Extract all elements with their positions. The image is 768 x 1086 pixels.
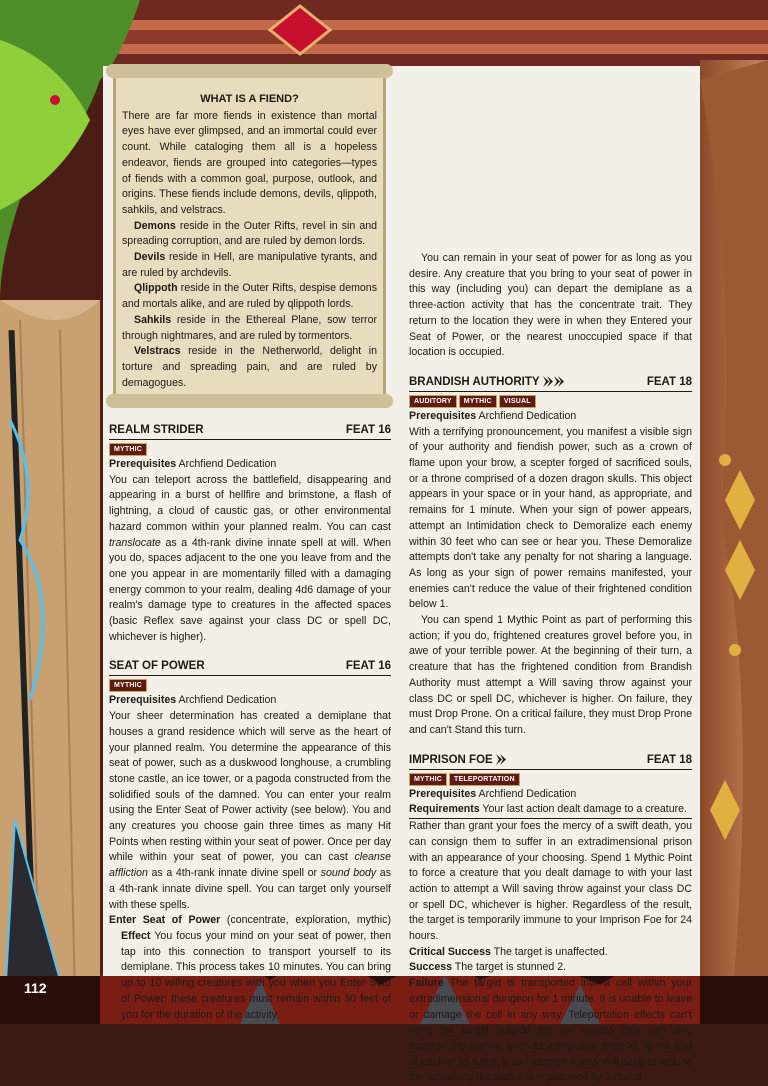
prerequisites: Prerequisites Archfiend Dedication [409, 409, 577, 422]
feat-description: With a terrifying pronouncement, you manifest a visible sign of your authority and fiendish power, such as a crown of flame upon your brow, a scepter forged of sacrificed souls, or a throne comprised of a dozen dragon skulls. This object appears in your space or in your hand, as appropriate, and remains for 1 minute. When your sign of power appears, attempt an Intimidation check to Demoralize each enemy within 30 feet who can see or hear you. These Demoralize attempts don't take any penalty for not sharing a language. As long as your sign of power remains manifested, your enemies can't reduce the value of their frightened condition below 1. [409, 425, 692, 611]
sidebar-entry-qlippoth: Qlippoth reside in the Outer Rifts, despise demons and mortals alike, and are ruled by qlippoth lords. [122, 282, 377, 311]
trait-badge: MYTHIC [109, 443, 147, 456]
sidebar-entry-sahkils: Sahkils reside in the Ethereal Plane, sow terror through nightmares, and are ruled by tormentors. [122, 313, 377, 342]
feat-heading-realm-strider: REALM STRIDER FEAT 16 [109, 423, 391, 440]
activity-block: Enter Seat of Power (concentrate, exploration, mythic) Effect You focus your mind on your seat of power, then tap into this connection to transport yourself to its demiplane. This process takes 10 minutes. You can bring up to 10 willing creatures with you when you Enter Seat of Power; these creatures must remain within 30 feet of you for the duration of the activity. [109, 914, 391, 1021]
sidebar-entry-demons: Demons reside in the Outer Rifts, revel in sin and spreading corruption, and are ruled by demon lords. [122, 219, 377, 248]
sidebar-what-is-a-fiend [113, 70, 386, 400]
success: Success The target is stunned 2. [409, 961, 567, 974]
sidebar-title: WHAT IS A FIEND? [200, 93, 299, 105]
feat-description: You can teleport across the battlefield, disappearing and appearing in a burst of hellfire and brimstone, a flash of lightning, a cloud of caustic gas, or other environmental hazard common within your planned realm. You can cast translocate as a 4th-rank divine innate spell at will. When you do, spaces adjacent to the one you leave from and the one you appear in are momentarily filled with a damaging energy common to your realm, dealing 4d6 damage of your realm's damage type to creatures in the affected spaces (basic Reflex save against your class DC or spell DC, whichever is higher). [109, 473, 391, 643]
trait-badge: TELEPORTATION [449, 773, 520, 786]
prerequisites: Prerequisites Archfiend Dedication [109, 458, 277, 470]
trait-list [409, 773, 692, 786]
trait-badge: MYTHIC [409, 773, 447, 786]
trait-list [109, 679, 391, 692]
right-column [409, 81, 692, 1086]
trait-badge: AUDITORY [409, 395, 457, 408]
feat-description-continued: You can remain in your seat of power for as long as you desire. Any creature that you bring to your seat of power in this way (including you) can depart the demiplane as a three-action activity that has the concentrate trait. They return to the location they were in when they Entered your Seat of Power, or the nearest unoccupied space if that location is occupied. [409, 252, 692, 359]
trait-badge: MYTHIC [459, 395, 497, 408]
trait-badge: MYTHIC [109, 679, 147, 692]
trait-list [409, 395, 692, 408]
failure: Failure The target is transported into a cell within your extradimensional dungeon for 1 minute. It is unable to leave or damage the cell in any way. Teleportation effects can't carry the target outside the cell unless they can also traverse the planes, such as interplanar teleport. At the end of each of its turns, it can attempt a new Will save to reduce the remaining duration it is imprisoned by 1 round [409, 977, 692, 1084]
sidebar-entry-velstracs: Velstracs reside in the Netherworld, delight in torture and spreading pain, and are ruled by demagogues. [122, 345, 377, 389]
feat-description: Your sheer determination has created a demiplane that houses a grand residence which will serve as the heart of your planned realm. You determine the appearance of this seat of power, such as a duskwood longhouse, a crumbling stone castle, an ice tower, or a pagoda constructed from the solidified souls of the damned. You can enter your realm using the Enter Seat of Power activity (see below). You and any creatures you choose gain three times as many Hit Points when resting within your seat of power. Once per day while within your seat of power, you can cast cleanse affliction as a 4th-rank innate divine spell or sound body as a 4th-rank innate divine spell. You can target only yourself with these spells. [109, 710, 391, 911]
left-column [109, 423, 391, 1023]
feat-heading-seat-of-power: SEAT OF POWER FEAT 16 [109, 659, 391, 676]
sidebar-intro: There are far more fiends in existence than mortal eyes have ever glimpsed, and an immortal could ever count. While cataloging them all is a hopeless endeavor, fiends are grouped into categories—types of fiends with a common goal, purpose, outlook, and origins. These fiends include demons, devils, qlippoth, sahkils, and velstracs. [122, 109, 377, 216]
one-action-icon [496, 754, 508, 765]
feat-description: You can spend 1 Mythic Point as part of performing this action; if you do, frightened creatures grovel before you, in awe of your terrible power. At the beginning of their turn, a creature that has the frightened condition from Brandish Authority must attempt a Will saving throw against your class DC or spell DC, whichever is higher. On failure, they must Drop Prone. On a critical failure, they must Drop Prone and can't Stand this turn. [409, 614, 692, 736]
requirements: Requirements Your last action dealt damage to a creature. [409, 802, 692, 819]
trait-badge: VISUAL [499, 395, 536, 408]
page-number: 112 [24, 980, 47, 996]
prerequisites: Prerequisites Archfiend Dedication [409, 787, 577, 800]
trait-list [109, 443, 391, 456]
critical-success: Critical Success The target is unaffected. [409, 945, 608, 958]
feat-heading-imprison-foe: IMPRISON FOE FEAT 18 [409, 753, 692, 770]
feat-description: Rather than grant your foes the mercy of a swift death, you can consign them to suffer in an extradimensional prison with an appearance of your choosing. Spend 1 Mythic Point to force a creature that you dealt damage to with your last action to attempt a Will saving throw against your class DC or spell DC, whichever is higher. Regardless of the result, the target is temporarily immune to your Imprison Foe for 24 hours. [409, 820, 692, 943]
prerequisites: Prerequisites Archfiend Dedication [109, 694, 277, 707]
two-action-icon [543, 376, 565, 387]
feat-heading-brandish-authority: BRANDISH AUTHORITY FEAT 18 [409, 375, 692, 392]
sidebar-entry-devils: Devils reside in Hell, are manipulative tyrants, and are ruled by archdevils. [122, 251, 377, 279]
